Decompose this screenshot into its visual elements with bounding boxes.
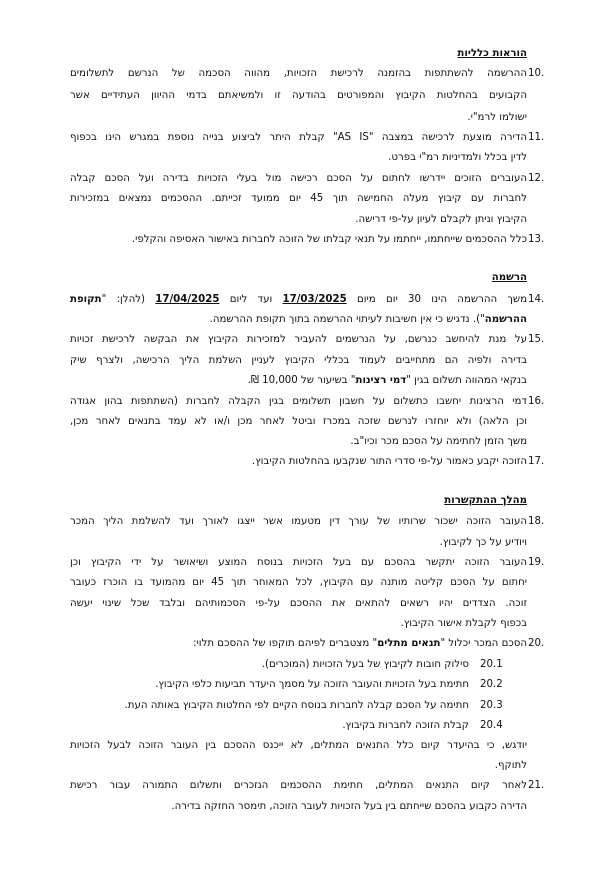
item-10-line: ההרשמה להשתתפות בהזמנה לרכישת הזכויות, מהווה הסכמה של הנרשם לתשלומים <box>70 68 527 79</box>
item-number: 10. <box>528 68 545 79</box>
item-21-line: הדירה כקבוע בהסכם שייחתם בין בעל הזכויות לעובר הזוכה, תימסר החזקה בדירה. <box>171 801 527 812</box>
item-15-text: בנקאי המהווה תשלום בגין " <box>406 375 527 386</box>
item-18-line: ויודיע על כך לקיבוץ. <box>439 537 527 548</box>
registration-start-date: 17/03/2025 <box>282 294 347 305</box>
section-heading-registration: הרשמה <box>491 272 527 283</box>
item-16-line: וכן הלאה) ולא יוחזרו לנרשם שזכה במכרז וביטל לאחר מכן ו/או לא עמד בתנאים לאחר מכן, <box>70 416 527 427</box>
item-16-line: דמי הרצינות יחשבו כתשלום על חשבון תשלומים בגין הקבלה לחברות (השתתפות בהון אגודה <box>70 396 527 407</box>
item-17-line: הזוכה יקבע כאמור על-פי סדרי התור שנקבעו בהחלטות הקיבוץ. <box>251 456 527 467</box>
item-14-text: "). נדגיש כי אין חשיבות לעיתוי ההרשמה בתוך תקופת ההרשמה. <box>209 314 485 325</box>
section-heading-general: הוראות כלליות <box>457 48 527 59</box>
item-20-text: הסכם המכר יכלול " <box>440 638 527 649</box>
item-number: 17. <box>528 456 545 467</box>
item-11-line: הדירה מוצעת לרכישה במצבה "AS IS" קבלת היתר לביצוע בנייה נוספת במגרש הינו בכפוף <box>70 132 527 143</box>
item-14-text: משך ההרשמה הינו 30 יום מיום <box>356 294 528 305</box>
item-number: 21. <box>528 780 545 791</box>
item-number: 16. <box>528 396 545 407</box>
subitem-line: חתימת בעל הזכויות והעובר הזוכה על מסמך היעדר תביעות כלפי הקיבוץ. <box>155 679 469 690</box>
item-12-line: העוברים הזוכים יידרשו לחתום על הסכם רכישה מול בעלי הזכויות בדירה ועל הסכם קבלה <box>70 173 527 184</box>
item-14-text: (להלן: " <box>101 294 145 305</box>
item-20-note: לתוקף. <box>494 760 527 771</box>
item-number: 15. <box>528 334 545 345</box>
item-15-text: " בשיעור של 10,000 ₪. <box>247 375 356 386</box>
item-12-line: לחברות עם קיבוץ מעלה החמישה תוך 45 יום ממועד זכייתם. ההסכמים נמצאים במזכירות <box>70 193 527 204</box>
item-21-line: לאחר קיום התנאים המתלים, חתימת ההסכמים הנזכרים ותשלום התמורה עבור רכישת <box>70 780 527 791</box>
item-20-line <box>70 634 527 654</box>
item-10-line: ישולמו לרמ"י. <box>467 112 527 123</box>
item-14-term: ההרשמה <box>484 314 527 325</box>
item-10-line: הקבועים בהחלטות הקיבוץ והמפורטים בהודעה זו ולמשיאתם בדמי ההיוון העתידיים אשר <box>70 90 527 101</box>
item-14-text: ועד ליום <box>229 294 273 305</box>
item-16-line: משך הזמן לחתימה על הסכם מכר וכיו"ב. <box>350 436 527 447</box>
subitem-number: 20.4 <box>480 720 503 731</box>
item-number: 14. <box>528 294 545 305</box>
item-15-line <box>70 371 527 391</box>
item-14-line <box>70 310 527 330</box>
subitem-number: 20.1 <box>480 659 503 670</box>
item-number: 18. <box>528 516 545 527</box>
item-15-line: בדירה ולפיה הם מתחייבים לעמוד בכללי הקיבוץ לעניין השלמת הליך הרכישה, ולצרף שיק <box>70 355 527 366</box>
registration-end-date: 17/04/2025 <box>155 294 220 305</box>
item-14-term: תקופת <box>70 294 102 305</box>
item-19-line: זוכה. הצדדים יהיו רשאים להתאים את ההסכם על-פי הסכמותיהם ובלבד שכל שינוי יעשה <box>70 598 527 609</box>
item-number: 11. <box>528 132 545 143</box>
item-19-line: העובר הזוכה יתקשר בהסכם עם בעל הזכויות בנוסח המוצע ושיאושר על ידי הקיבוץ וכן <box>70 557 527 568</box>
item-number: 19. <box>528 557 545 568</box>
item-19-line: בכפוף לקבלת אישור הקיבוץ. <box>400 618 527 629</box>
item-18-line: העובר הזוכה ישכור שרותיו של עורך דין מטעמו אשר ייצגו לאורך ועד להשלמת הליך המכר <box>70 516 527 527</box>
item-15-term: דמי רצינות <box>355 375 407 386</box>
item-number: 12. <box>528 173 545 184</box>
subitem-number: 20.3 <box>480 700 503 711</box>
item-13-line: כלל ההסכמים שייחתמו, ייחתמו על תנאי קבלתו של הזוכה לחברות באישור האסיפה והקלפי. <box>131 234 527 245</box>
item-11-line: לדין בכלל ולמדיניות רמ"י בפרט. <box>388 152 527 163</box>
item-14-line <box>70 290 527 310</box>
subitem-line: חתימה על הסכם קבלה לחברות בנוסח הקיים לפי החלטות הקיבוץ באותה העת. <box>124 700 469 711</box>
item-20-note: יודגש, כי בהיעדר קיום כלל התנאים המתלים, לא ייכנס ההסכם בין העובר הזוכה לבעל הזכויות <box>70 740 527 751</box>
item-15-line: על מנת להיחשב כנרשם, על הנרשמים להעביר למזכירות הקיבוץ את הבקשה לרכישת זכויות <box>70 334 527 345</box>
item-19-line: יחתום על הסכם קליטה מותנה עם הקיבוץ, לכל המאוחר תוך 45 יום מהמועד בו הוכרז כעובר <box>70 577 527 588</box>
item-20-text: " מצטברים לפיהם תוקפו של ההסכם תלוי: <box>193 638 378 649</box>
subitem-line: קבלת הזוכה לחברות בקיבוץ. <box>342 720 469 731</box>
item-20-term: תנאים מתלים <box>377 638 441 649</box>
subitem-line: סילוק חובות לקיבוץ של בעל הזכויות (המוכרים). <box>261 659 469 670</box>
section-heading-process: מהלך ההתקשרות <box>444 495 527 506</box>
item-number: 20. <box>528 638 545 649</box>
item-number: 13. <box>528 234 545 245</box>
subitem-number: 20.2 <box>480 679 503 690</box>
item-12-line: הקיבוץ וניתן לקבלם לעיון על-פי דרישה. <box>355 214 527 225</box>
